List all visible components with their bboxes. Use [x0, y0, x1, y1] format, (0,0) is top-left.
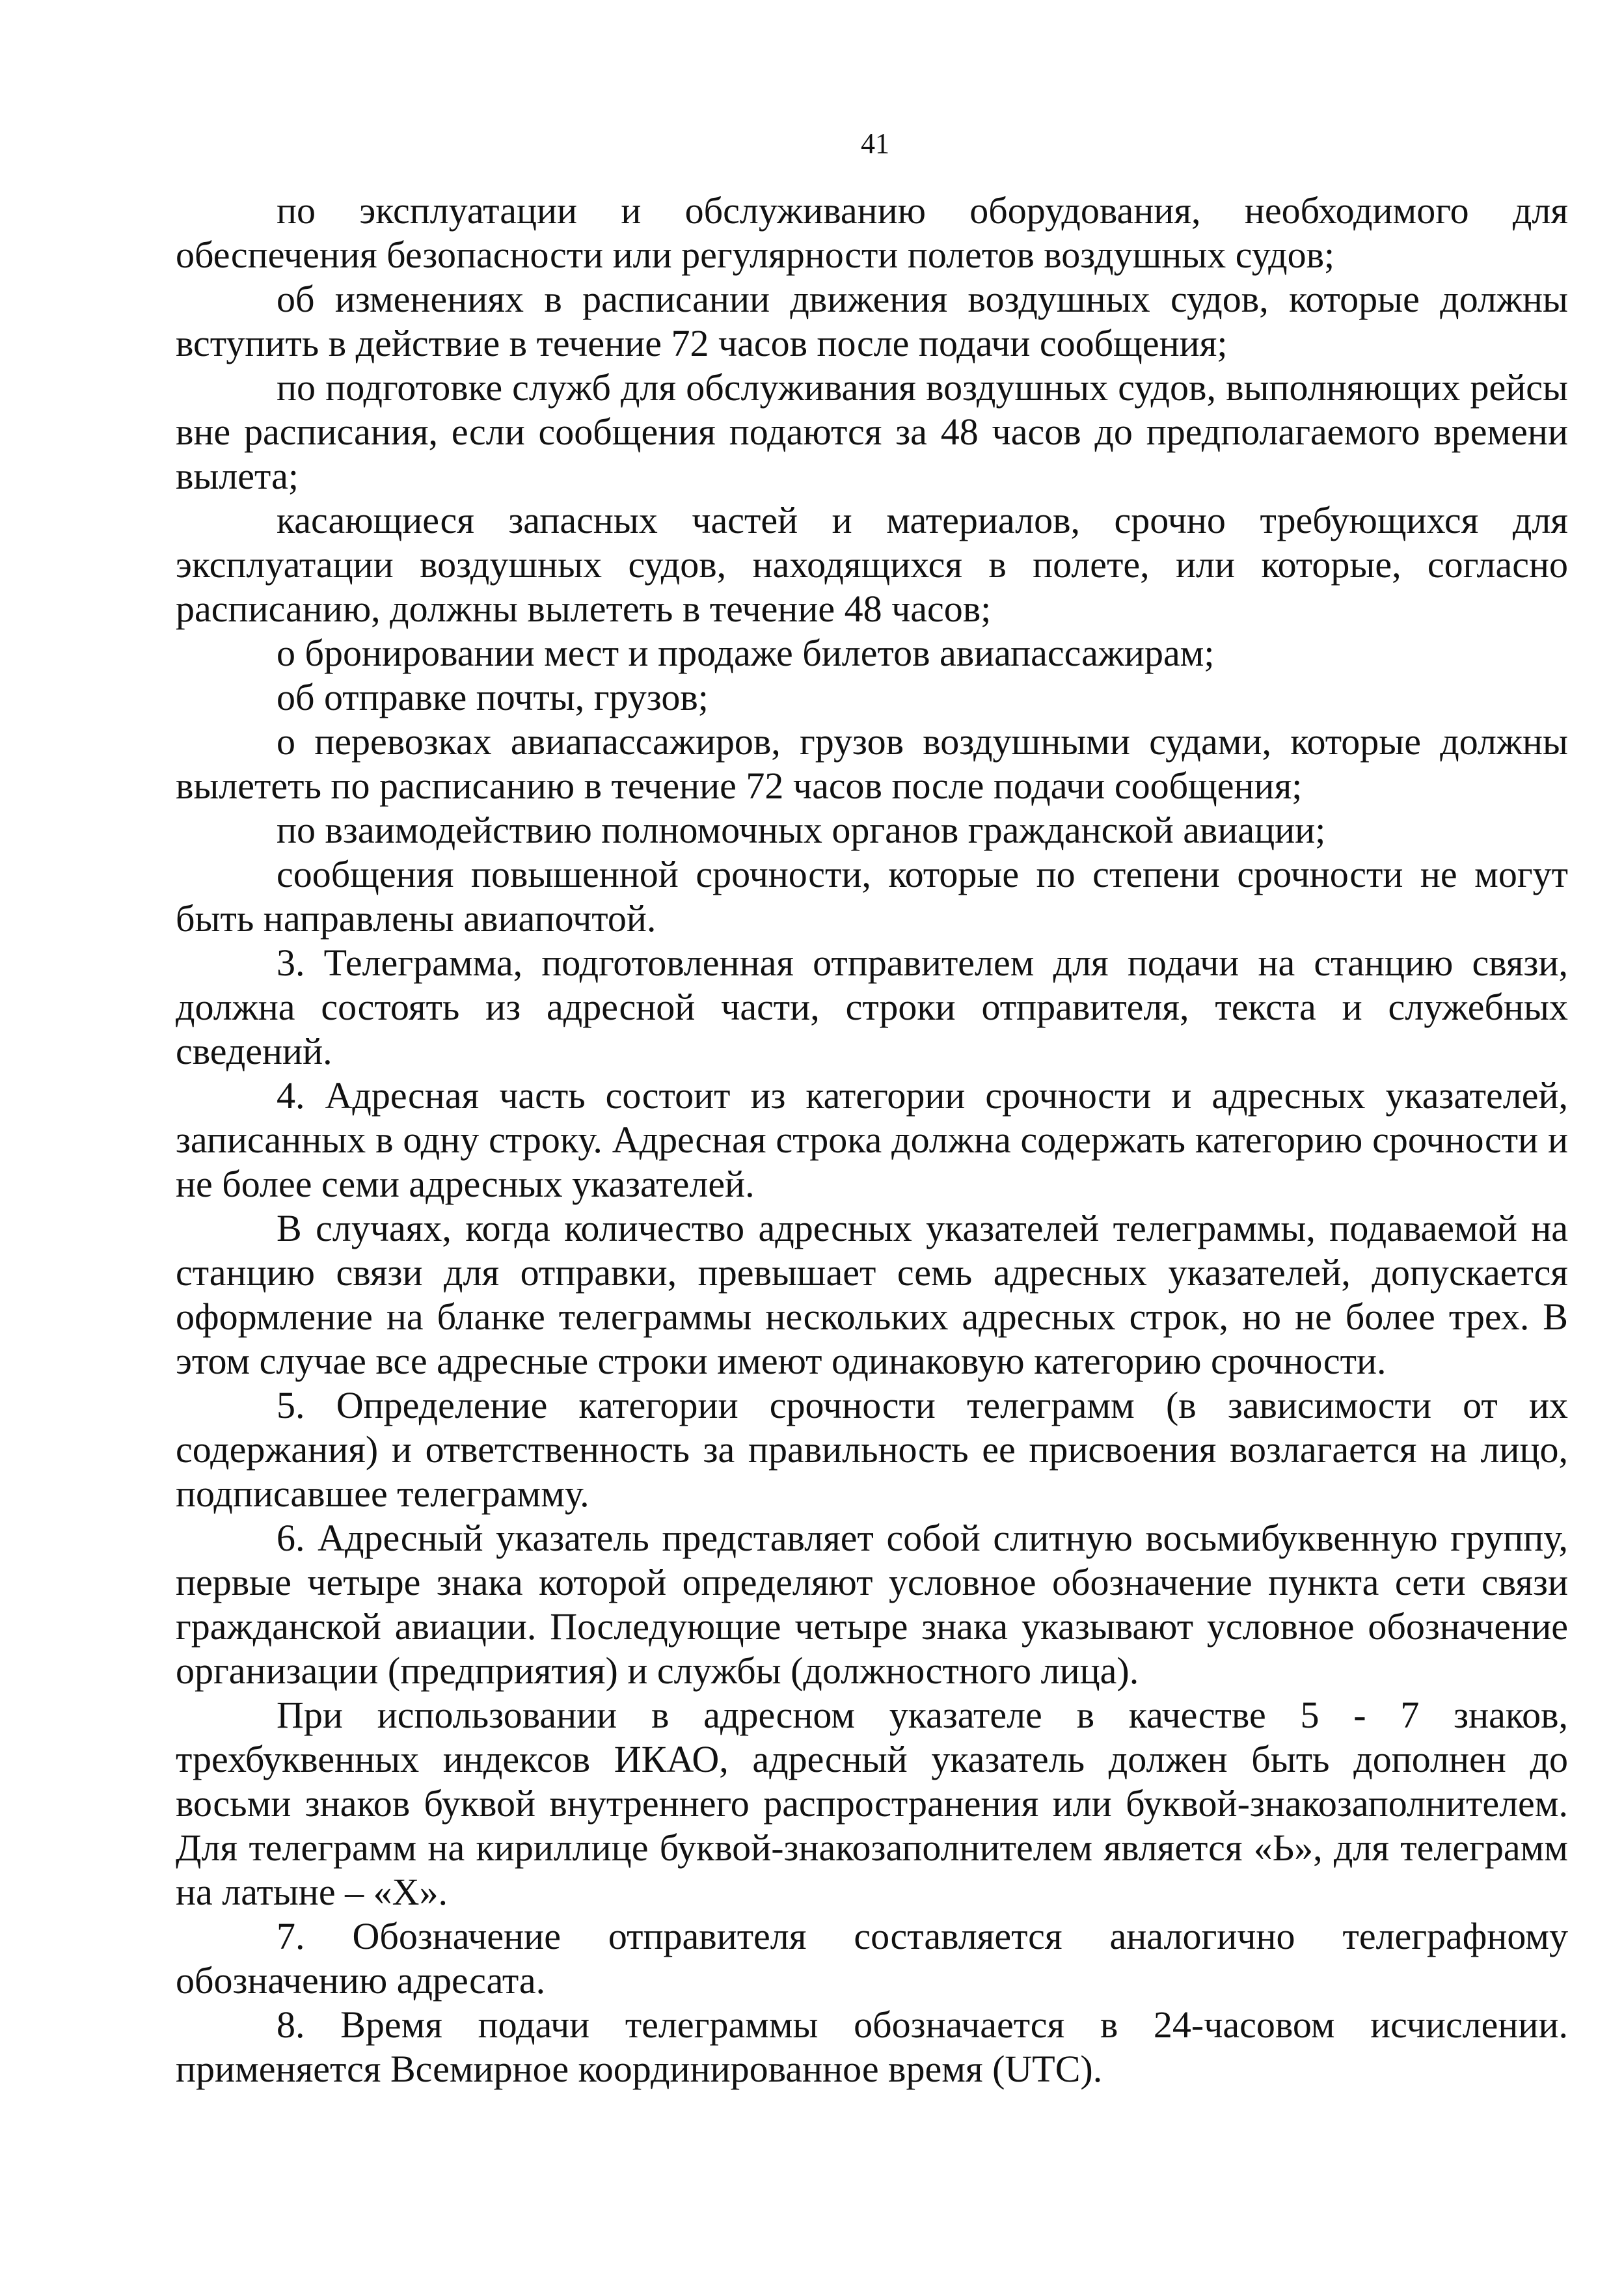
paragraph: 7. Обозначение отправителя составляется аналогично телеграфному обозначению адресата. [176, 1915, 1568, 2002]
page-number: 41 [861, 128, 889, 159]
paragraph: по взаимодействию полномочных органов гражданской авиации; [277, 809, 1326, 851]
document-body [176, 189, 1568, 2091]
paragraph: 3. Телеграмма, подготовленная отправителем для подачи на станцию связи, должна состоять из адресной части, строки отправителя, текста и служебных сведений. [176, 942, 1568, 1072]
paragraph: по подготовке служб для обслуживания воздушных судов, выполняющих рейсы вне расписания, если сообщения подаются за 48 часов до предполагаемого времени вылета; [176, 366, 1568, 497]
paragraph: 4. Адресная часть состоит из категории срочности и адресных указателей, записанных в одну строку. Адресная строка должна содержать категорию срочности и не более семи адресных указателей. [176, 1074, 1568, 1205]
paragraph: о бронировании мест и продаже билетов авиапассажирам; [277, 632, 1215, 674]
paragraph: В случаях, когда количество адресных указателей телеграммы, подаваемой на станцию связи для отправки, превышает семь адресных указателей, допускается оформление на бланке телеграммы нескольких адресных строк, но не более трех. В этом случае все адресные строки имеют одинаковую категорию срочности. [176, 1207, 1568, 1382]
paragraph: об отправке почты, грузов; [277, 676, 709, 718]
paragraph: 5. Определение категории срочности телеграмм (в зависимости от их содержания) и ответственность за правильность ее присвоения возлагается на лицо, подписавшее телеграмму. [176, 1384, 1568, 1515]
paragraph: о перевозках авиапассажиров, грузов воздушными судами, которые должны вылететь по расписанию в течение 72 часов после подачи сообщения; [176, 720, 1568, 807]
paragraph: касающиеся запасных частей и материалов, срочно требующихся для эксплуатации воздушных судов, находящихся в полете, или которые, согласно расписанию, должны вылететь в течение 48 часов; [176, 499, 1568, 630]
paragraph: по эксплуатации и обслуживанию оборудования, необходимого для обеспечения безопасности или регулярности полетов воздушных судов; [176, 189, 1568, 276]
paragraph: сообщения повышенной срочности, которые по степени срочности не могут быть направлены авиапочтой. [176, 853, 1568, 940]
paragraph: об изменениях в расписании движения воздушных судов, которые должны вступить в действие в течение 72 часов после подачи сообщения; [176, 278, 1568, 364]
paragraph: 8. Время подачи телеграммы обозначается в 24-часовом исчислении. применяется Всемирное координированное время (UTC). [176, 2004, 1568, 2090]
paragraph: 6. Адресный указатель представляет собой слитную восьмибуквенную группу, первые четыре знака которой определяют условное обозначение пункта сети связи гражданской авиации. Последующие четыре знака указывают условное обозначение организации (предприятия) и службы (должностного лица). [176, 1517, 1568, 1692]
paragraph: При использовании в адресном указателе в качестве 5 - 7 знаков, трехбуквенных индексов ИКАО, адресный указатель должен быть дополнен до восьми знаков буквой внутреннего распространения или буквой-знакозаполнителем. Для телеграмм на кириллице буквой-знакозаполнителем является «Ь», для телеграмм на латыне – «Х». [176, 1694, 1568, 1913]
